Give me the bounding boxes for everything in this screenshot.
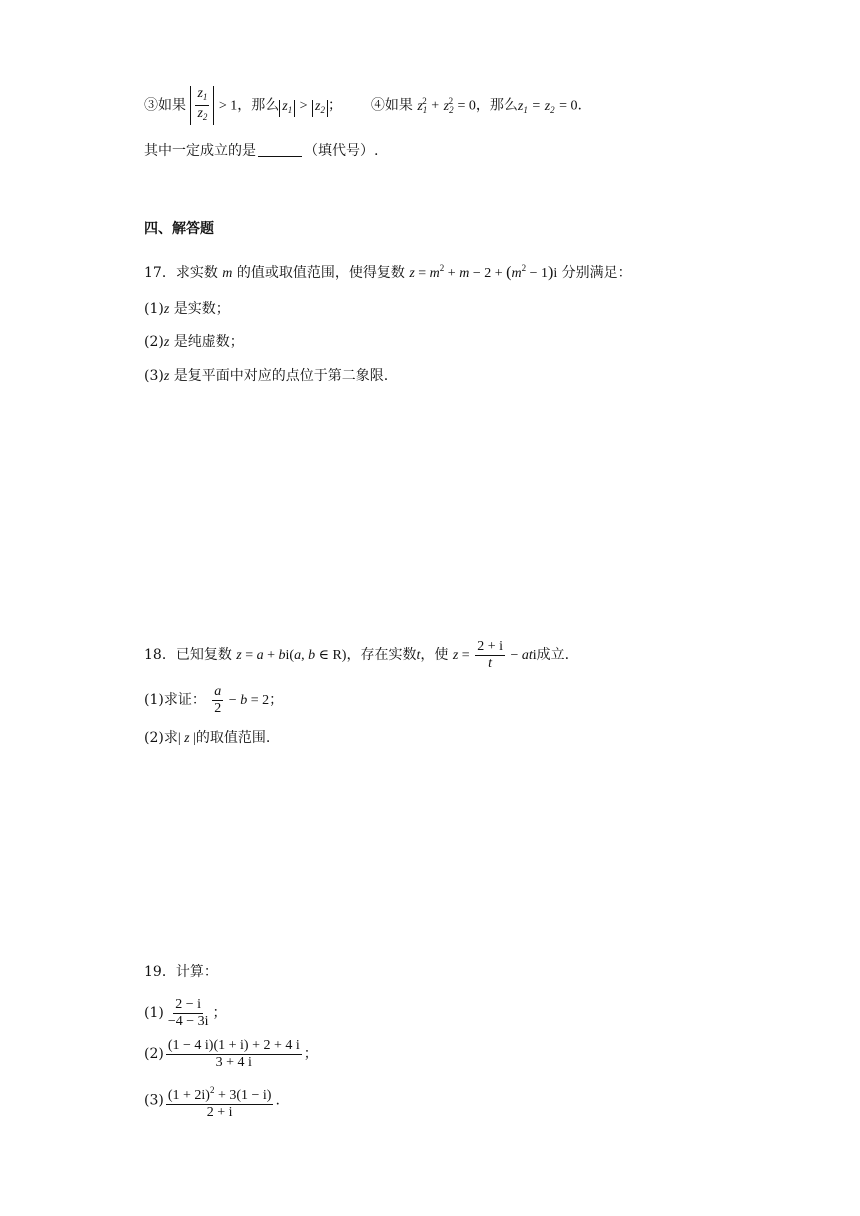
item3-end: ； [327, 97, 342, 114]
q19-text: 计算： [175, 964, 218, 980]
q18-var-t: t [416, 648, 421, 663]
q18-proof-equation: $\frac{a}{2}$ − b = 2 [214, 684, 270, 717]
q18-complex-def: z = a + bi(a, b ∈ R) [236, 648, 347, 663]
item4-end: . [577, 97, 582, 114]
q18-equation: z = $\frac{2 + i}{t}$ − ati [452, 639, 537, 672]
item4-label: ④如果 [370, 97, 413, 114]
q18-text-a: 已知复数 [175, 647, 232, 663]
question-19 [144, 962, 218, 982]
q17-part-2: (2)z 是纯虚数； [144, 334, 244, 350]
q18-part-2: (2)求| z |的取值范围. [144, 730, 271, 746]
fill-prefix: 其中一定成立的是 [144, 143, 256, 159]
item3-label: ③如果 [144, 97, 186, 114]
item4-mid: ，那么 [475, 97, 518, 114]
item3-mid: ，那么 [237, 97, 280, 114]
question-18 [144, 638, 569, 673]
q18-part-1: (1)求证： $\frac{a}{2}$ − b = 2； [144, 684, 284, 717]
fill-in-sentence [144, 141, 378, 161]
q19-number: 19． [144, 964, 176, 980]
q18-text-b: ，存在实数 [346, 647, 417, 663]
q17-var-m: m [222, 266, 233, 281]
answer-blank [258, 142, 302, 157]
q17-text-c: 分别满足： [561, 265, 632, 281]
q17-part-3: (3)z 是复平面中对应的点位于第二象限. [144, 368, 389, 384]
q18-number: 18． [144, 647, 176, 663]
fill-suffix: （填代号）. [304, 143, 379, 159]
item3-abs-fraction: $\frac{z_1}{z_2}$ [190, 86, 214, 125]
statements-3-4-line: ③如果 $\frac{z_1}{z_2}$ > 1，那么 $z_1 > z_2$ ； ④如果 $z_1^2 + z_2^2 = 0$，那么$z_1 = z_2 = 0$. [144, 86, 582, 125]
q17-text-a: 求实数 [175, 265, 218, 281]
q17-part-1: (1)z 是实数； [144, 301, 230, 317]
q19-part-2: (2) $\frac{(1 - 4 i)(1 + i) + 2 + 4 i}{3 + 4 i}$ ； [144, 1038, 318, 1071]
q18-text-d: 成立. [536, 647, 570, 663]
q17-number: 17． [144, 265, 176, 281]
q18-text-c: ，使 [420, 647, 449, 663]
q17-text-b: 的值或取值范围，使得复数 [236, 265, 405, 281]
q17-formula: $z = m^2 + m - 2 + (m^2 - 1)i$ [409, 263, 558, 281]
section-heading: 四、解答题 [144, 221, 214, 237]
q19-part-1: (1) $\frac{2 - i}{-4 - 3i}$ ； [144, 997, 227, 1030]
question-17 [144, 258, 632, 284]
q19-part-3: (3) $\frac{(1 + 2i)^2 + 3(1 - i)}{2 + i}$ . [144, 1082, 280, 1121]
